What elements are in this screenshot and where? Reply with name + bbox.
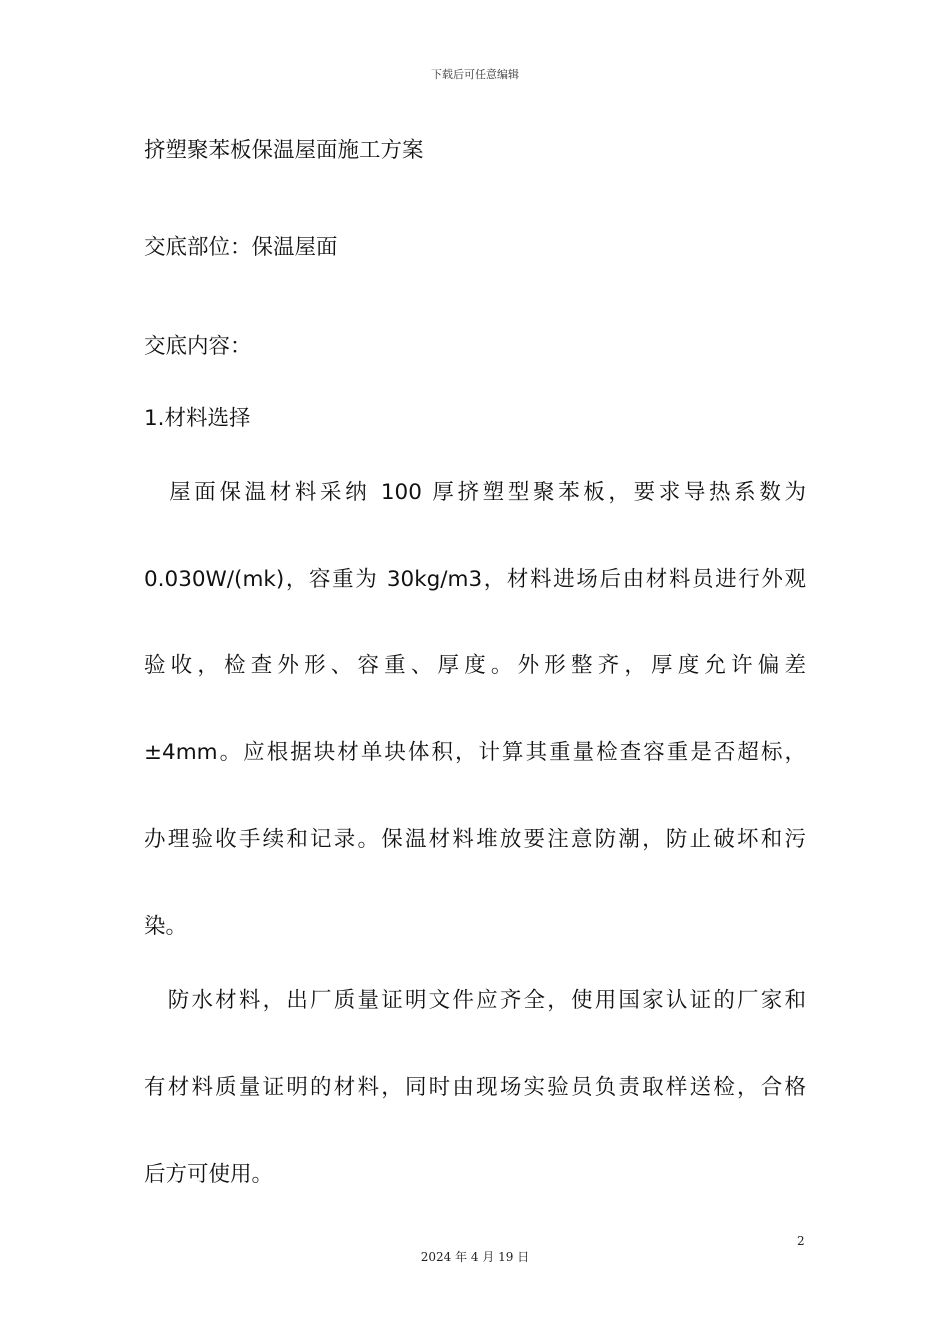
paragraph-line: ±4mm。应根据块材单块体积，计算其重量检查容重是否超标， xyxy=(144,740,806,765)
content-label: 交底内容： xyxy=(144,334,252,359)
paragraph-line: 染。 xyxy=(144,914,188,939)
header-note: 下载后可任意编辑 xyxy=(431,68,519,81)
location-line: 交底部位：保温屋面 xyxy=(144,235,338,260)
paragraph-line: 后方可使用。 xyxy=(144,1162,274,1187)
page-number: 2 xyxy=(797,1234,805,1248)
document-title: 挤塑聚苯板保温屋面施工方案 xyxy=(144,138,424,163)
section-heading: 1.材料选择 xyxy=(144,406,251,431)
footer-date: 2024 年 4 月 19 日 xyxy=(420,1250,530,1264)
paragraph-line: 验收，检查外形、容重、厚度。外形整齐，厚度允许偏差 xyxy=(144,653,806,678)
paragraph-line: 办理验收手续和记录。保温材料堆放要注意防潮，防止破坏和污 xyxy=(144,827,806,852)
paragraph-line: 防水材料，出厂质量证明文件应齐全，使用国家认证的厂家和 xyxy=(144,988,806,1013)
paragraph-line: 0.030W/(mk)，容重为 30kg/m3，材料进场后由材料员进行外观 xyxy=(144,567,806,592)
paragraph-line: 屋面保温材料采纳 100 厚挤塑型聚苯板，要求导热系数为 xyxy=(144,480,806,505)
paragraph-line: 有材料质量证明的材料，同时由现场实验员负责取样送检，合格 xyxy=(144,1075,806,1100)
